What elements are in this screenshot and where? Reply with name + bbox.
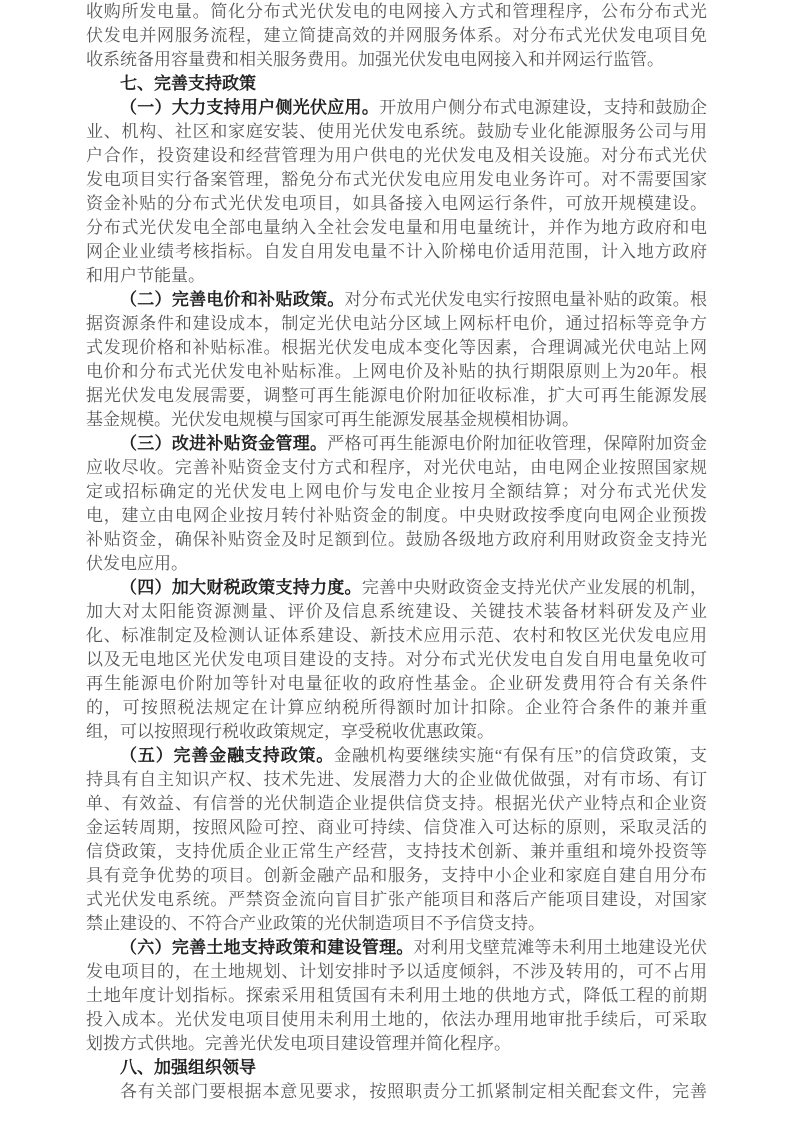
paragraph [86, 432, 707, 576]
text-line: 金运转周期，按照风险可控、商业可持续、信贷准入可达标的原则，采取灵活的 [86, 818, 707, 837]
paragraph-text: 完善中央财政资金支持光伏产业发展的机制， [361, 578, 708, 597]
text-line [86, 96, 707, 120]
text-line: 据资源条件和建设成本，制定光伏电站分区域上网标杆电价，通过招标等竞争方 [86, 314, 707, 333]
text-line: 补贴资金，确保补贴资金及时足额到位。鼓励各级地方政府利用财政资金支持光 [86, 530, 707, 549]
text-line: 具有竞争优势的项目。创新金融产品和服务，支持中小企业和家庭自建自用分布 [86, 866, 707, 885]
text-line [86, 288, 707, 312]
text-line: 发电项目的，在土地规划、计划安排时予以适度倾斜，不涉及转用的，可不占用 [86, 962, 707, 981]
paragraph [86, 288, 707, 432]
text-line: 禁止建设的、不符合产业政策的光伏制造项目不予信贷支持。 [86, 914, 545, 933]
paragraph-lead-bold: （六）完善土地支持政策和建设管理。 [120, 938, 414, 957]
text-line: 资金补贴的分布式光伏发电项目，如具备接入电网运行条件，可放开规模建设。 [86, 194, 707, 213]
document-body [86, 0, 707, 1104]
text-line [86, 432, 707, 456]
text-line: 持具有自主知识产权、技术先进、发展潜力大的企业做优做强，对有市场、有订 [86, 770, 707, 789]
paragraph [86, 936, 707, 1056]
heading-text: 八、加强组织领导 [120, 1058, 256, 1077]
text-line [86, 936, 707, 960]
text-line: 组，可以按照现行税收政策规定，享受税收优惠政策。 [86, 722, 494, 741]
text-line: 电价和分布式光伏发电补贴标准。上网电价及补贴的执行期限原则上为20年。根 [86, 362, 707, 381]
text-line: 化、标准制定及检测认证体系建设、新技术应用示范、农村和牧区光伏发电应用 [86, 626, 707, 645]
paragraph [86, 0, 707, 72]
paragraph [86, 576, 707, 744]
text-line: 式光伏发电系统。严禁资金流向盲目扩张产能项目和落后产能项目建设，对国家 [86, 890, 707, 909]
paragraph [86, 96, 707, 288]
heading-text: 七、完善支持政策 [120, 74, 256, 93]
paragraph-lead-bold: （五）完善金融支持政策。 [120, 746, 335, 765]
text-line: 定或招标确定的光伏发电上网电价与发电企业按月全额结算；对分布式光伏发 [86, 482, 707, 501]
paragraph-text: 金融机构要继续实施“有保有压”的信贷政策，支 [334, 746, 708, 765]
text-line: 户合作，投资建设和经营管理为用户供电的光伏发电及相关设施。对分布式光伏 [86, 146, 707, 165]
text-line: 的，可按照税法规定在计算应纳税所得额时加计扣除。企业符合条件的兼并重 [86, 698, 707, 717]
paragraph [86, 744, 707, 936]
paragraph-text: 对利用戈壁荒滩等未利用土地建设光伏 [413, 938, 708, 957]
text-line [86, 576, 707, 600]
paragraph-lead-bold: （一）大力支持用户侧光伏应用。 [120, 98, 380, 117]
text-line [86, 744, 707, 768]
text-line: 式发现价格和补贴标准。根据光伏发电成本变化等因素，合理调减光伏电站上网 [86, 338, 707, 357]
text-line: 伏发电并网服务流程，建立简捷高效的并网服务体系。对分布式光伏发电项目免 [86, 26, 707, 45]
text-line: 伏发电应用。 [86, 554, 188, 573]
text-line: 电，建立由电网企业按月转付补贴资金的制度。中央财政按季度向电网企业预拨 [86, 506, 707, 525]
text-line: 业、机构、社区和家庭安装、使用光伏发电系统。鼓励专业化能源服务公司与用 [86, 122, 707, 141]
paragraph-text: 开放用户侧分布式电源建设，支持和鼓励企 [379, 98, 708, 117]
paragraph [86, 1080, 707, 1104]
text-line: 信贷政策，支持优质企业正常生产经营，支持技术创新、兼并重组和境外投资等 [86, 842, 707, 861]
text-line: 基金规模。光伏发电规模与国家可再生能源发展基金规模相协调。 [86, 410, 579, 429]
paragraph-text: 对分布式光伏发电实行按照电量补贴的政策。根 [344, 290, 708, 309]
text-line: 据光伏发电发展需要，调整可再生能源电价附加征收标准，扩大可再生能源发展 [86, 386, 707, 405]
text-line: 应收尽收。完善补贴资金支付方式和程序，对光伏电站，由电网企业按照国家规 [86, 458, 707, 477]
text-line: 各有关部门要根据本意见要求，按照职责分工抓紧制定相关配套文件，完善 [120, 1082, 707, 1101]
paragraph-lead-bold: （三）改进补贴资金管理。 [120, 434, 328, 453]
text-line: 投入成本。光伏发电项目使用未利用土地的，依法办理用地审批手续后，可采取 [86, 1010, 707, 1029]
text-line: 再生能源电价附加等针对电量征收的政府性基金。企业研发费用符合有关条件 [86, 674, 707, 693]
text-line: 以及无电地区光伏发电项目建设的支持。对分布式光伏发电自发自用电量免收可 [86, 650, 707, 669]
paragraph-lead-bold: （四）加大财税政策支持力度。 [120, 578, 362, 597]
paragraph-lead-bold: （二）完善电价和补贴政策。 [120, 290, 345, 309]
text-line: 和用户节能量。 [86, 266, 205, 285]
text-line: 单、有效益、有信誉的光伏制造企业提供信贷支持。根据光伏产业特点和企业资 [86, 794, 707, 813]
text-line: 发电项目实行备案管理，豁免分布式光伏发电应用发电业务许可。对不需要国家 [86, 170, 707, 189]
section-heading [86, 1056, 707, 1080]
text-line: 收购所发电量。简化分布式光伏发电的电网接入方式和管理程序，公布分布式光 [86, 2, 707, 21]
text-line: 网企业业绩考核指标。自发自用发电量不计入阶梯电价适用范围，计入地方政府 [86, 242, 707, 261]
text-line: 分布式光伏发电全部电量纳入全社会发电量和用电量统计，并作为地方政府和电 [86, 218, 707, 237]
paragraph-text: 严格可再生能源电价附加征收管理，保障附加资金 [327, 434, 708, 453]
text-line: 划拨方式供地。完善光伏发电项目建设管理并简化程序。 [86, 1034, 511, 1053]
section-heading [86, 72, 707, 96]
text-line: 收系统备用容量费和相关服务费用。加强光伏发电电网接入和并网运行监管。 [86, 50, 664, 69]
text-line: 加大对太阳能资源测量、评价及信息系统建设、关键技术装备材料研发及产业 [86, 602, 707, 621]
text-line: 土地年度计划指标。探索采用租赁国有未利用土地的供地方式，降低工程的前期 [86, 986, 707, 1005]
